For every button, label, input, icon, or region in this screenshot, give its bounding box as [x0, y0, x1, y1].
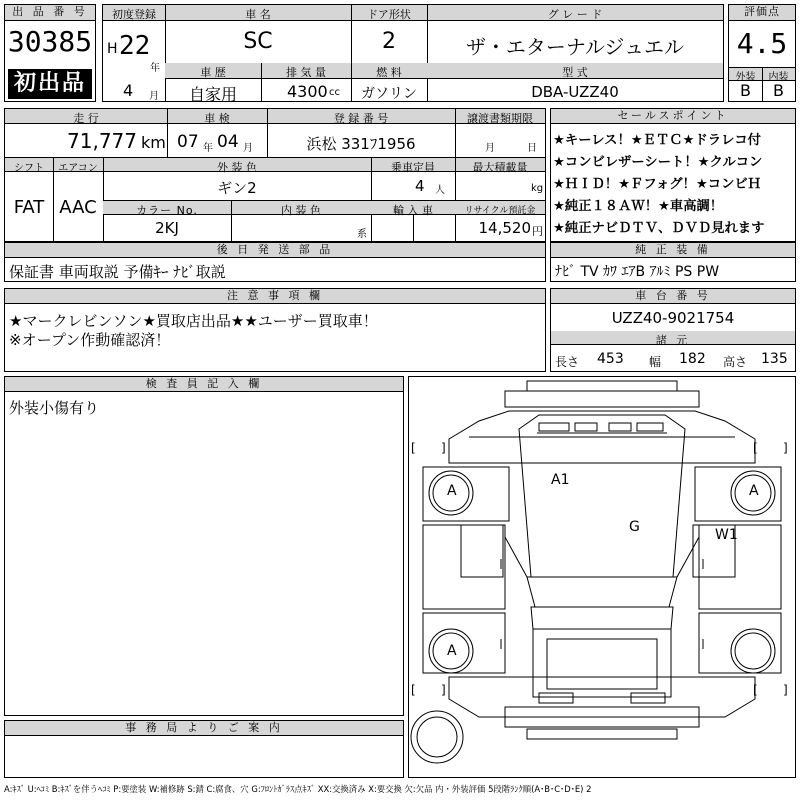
later-parts-label: 後 日 発 送 部 品: [5, 243, 545, 258]
tire-mark-front-left: A: [447, 483, 457, 499]
doors-value: 2: [382, 29, 396, 54]
sales-line: ★純正１８ＡＷ！★車高調！: [553, 199, 724, 214]
first-reg-label: 初度登録: [112, 8, 156, 21]
width-label: 幅: [649, 355, 662, 369]
lot-number: 30385: [7, 25, 93, 58]
inspector-text: 外装小傷有り: [9, 399, 100, 417]
displacement-value: 4300: [287, 82, 328, 101]
damage-mark-g: G: [629, 519, 640, 535]
plate-value: 浜松 331ﾌ1956: [306, 135, 416, 153]
score-label: 評価点: [729, 5, 795, 21]
score-value: 4.5: [736, 27, 788, 60]
insp-year-unit: 年: [203, 143, 213, 154]
car-diagram: [409, 377, 795, 777]
bracket-rear-left-close: ]: [441, 683, 446, 697]
sales-line: ★ＨＩＤ！★Ｆフォグ！★コンビＨ: [553, 177, 761, 192]
tire-mark-front-right: A: [749, 483, 759, 499]
damage-mark-a1: A1: [551, 472, 570, 488]
inspector-label: 検 査 員 記 入 欄: [5, 377, 403, 392]
vehicle-header-box: [102, 4, 724, 102]
inspector-box: [4, 376, 404, 716]
capacity-unit: 人: [435, 185, 445, 196]
specs-box: [4, 108, 546, 242]
plate-label: 登 録 番 号: [333, 112, 389, 125]
later-parts-box: [4, 242, 546, 282]
ext-color-label: 外 装 色: [217, 161, 257, 174]
reg-year: 22: [119, 31, 151, 61]
model-value: DBA-UZZ40: [531, 83, 619, 101]
lot-box: [4, 4, 96, 102]
sales-points-label: セールスポイント: [551, 109, 795, 124]
exterior-label: 外装: [735, 72, 756, 83]
load-unit: kg: [531, 183, 544, 194]
fuel-value: ガソリン: [361, 86, 417, 102]
office-label: 事 務 局 よ り ご 案 内: [5, 721, 403, 736]
mileage-value: 71,777: [67, 129, 137, 153]
year-unit: 年: [150, 63, 160, 74]
mileage-label: 走 行: [73, 112, 99, 125]
interior-grade: B: [773, 81, 784, 100]
tire-mark-rear-left: A: [447, 643, 457, 659]
recycle-label: リサイクル預託金: [464, 206, 536, 216]
shift-value: FAT: [13, 197, 45, 218]
chassis-label: 車 台 番 号: [551, 289, 795, 304]
load-label: 最大積載量: [472, 161, 528, 174]
length-value: 453: [597, 351, 624, 367]
transfer-day-unit: 日: [527, 143, 537, 154]
recycle-value: 14,520: [478, 219, 531, 237]
car-name: SC: [243, 29, 273, 54]
sales-line: ★純正ナビＤＴＶ、ＤＶＤ見れます: [553, 221, 765, 236]
bracket-rear-left: [: [411, 683, 416, 697]
first-listing-badge: 初出品: [8, 69, 92, 99]
color-no-value: 2KJ: [155, 219, 179, 237]
int-color-unit: 系: [357, 229, 367, 240]
notes-box: [4, 288, 546, 372]
mileage-unit: km: [141, 133, 166, 152]
ac-value: AAC: [59, 197, 97, 218]
displacement-unit: cc: [329, 87, 340, 98]
height-value: 135: [761, 351, 788, 367]
grade-label: グ レ ー ド: [547, 8, 603, 21]
bracket-right-close: ]: [783, 441, 788, 455]
equipment-box: [550, 242, 796, 282]
bracket-rear-right: [: [753, 683, 758, 697]
bracket-left: [: [411, 441, 416, 455]
history-label: 車 歴: [200, 66, 226, 79]
notes-label: 注 意 事 項 欄: [5, 289, 545, 304]
dims-label: 諸 元: [655, 334, 691, 347]
era-letter: H: [107, 41, 118, 57]
interior-label: 内装: [768, 72, 789, 83]
bracket-right: [: [753, 441, 758, 455]
inspection-label: 車 検: [204, 112, 230, 125]
import-label: 輸 入 車: [393, 204, 433, 217]
legend-text: A:ｷｽﾞ U:ﾍｺﾐ B:ｷｽﾞを伴うﾍｺﾐ P:要塗装 W:補修跡 S:錆 C:腐食、穴 G:ﾌﾛﾝﾄｶﾞﾗｽ点ｷｽﾞ XX:交換済み X:要交換 欠:欠品 内・外装評価 5段階ﾗﾝｸ順(A･B･C･D･E) 2: [4, 784, 592, 794]
sales-line: ★コンビレザーシート！★クルコン: [553, 155, 763, 170]
month-unit: 月: [149, 91, 159, 102]
notes-line: ※オープン作動確認済！: [9, 331, 171, 349]
int-color-label: 内 装 色: [281, 204, 321, 217]
transfer-month-unit: 月: [485, 143, 495, 154]
insp-month-unit: 月: [243, 143, 253, 154]
capacity-value: 4: [415, 177, 425, 195]
car-name-label: 車 名: [245, 8, 271, 21]
capacity-label: 乗車定員: [391, 161, 435, 174]
office-box: [4, 720, 404, 778]
color-no-label: カラー No.: [136, 204, 198, 217]
insp-year: 07: [177, 132, 199, 152]
damage-mark-w1: W1: [715, 527, 738, 543]
equipment-value: ﾅﾋﾞ TV ｶﾜ ｴｱB ｱﾙﾐ PS PW: [555, 264, 720, 280]
reg-month: 4: [123, 81, 134, 100]
insp-month: 04: [217, 132, 239, 152]
later-parts-value: 保証書 車両取説 予備ｷｰ ﾅﾋﾞ取説: [9, 263, 226, 281]
width-value: 182: [679, 351, 706, 367]
car-diagram-box: [408, 376, 796, 778]
grade-value: ザ・エターナルジュエル: [465, 35, 685, 59]
equipment-label: 純 正 装 備: [551, 243, 795, 258]
chassis-box: [550, 288, 796, 372]
ac-label: エアコン: [58, 163, 98, 174]
length-label: 長さ: [555, 355, 580, 369]
model-label: 型 式: [562, 66, 588, 79]
displacement-label: 排 気 量: [286, 66, 326, 79]
shift-label: シフト: [14, 163, 44, 174]
bracket-left-close: ]: [441, 441, 446, 455]
fuel-label: 燃 料: [376, 66, 402, 79]
transfer-label: 譲渡書類期限: [467, 112, 533, 125]
chassis-number: UZZ40-9021754: [611, 309, 735, 327]
lot-label: 出 品 番 号: [5, 5, 95, 21]
height-label: 高さ: [723, 355, 748, 369]
history-value: 自家用: [188, 85, 237, 104]
ext-color-value: ギン2: [217, 179, 257, 197]
recycle-unit: 円: [532, 225, 543, 238]
sales-line: ★キーレス！★ＥＴＣ★ドラレコ付: [553, 133, 761, 148]
notes-line: ★マークレビンソン★買取店出品★★ユーザー買取車！: [9, 312, 378, 330]
sales-points-box: [550, 108, 796, 242]
doors-label: ドア形状: [367, 8, 411, 21]
exterior-grade: B: [740, 81, 751, 100]
bracket-rear-right-close: ]: [783, 683, 788, 697]
score-box: [728, 4, 796, 102]
